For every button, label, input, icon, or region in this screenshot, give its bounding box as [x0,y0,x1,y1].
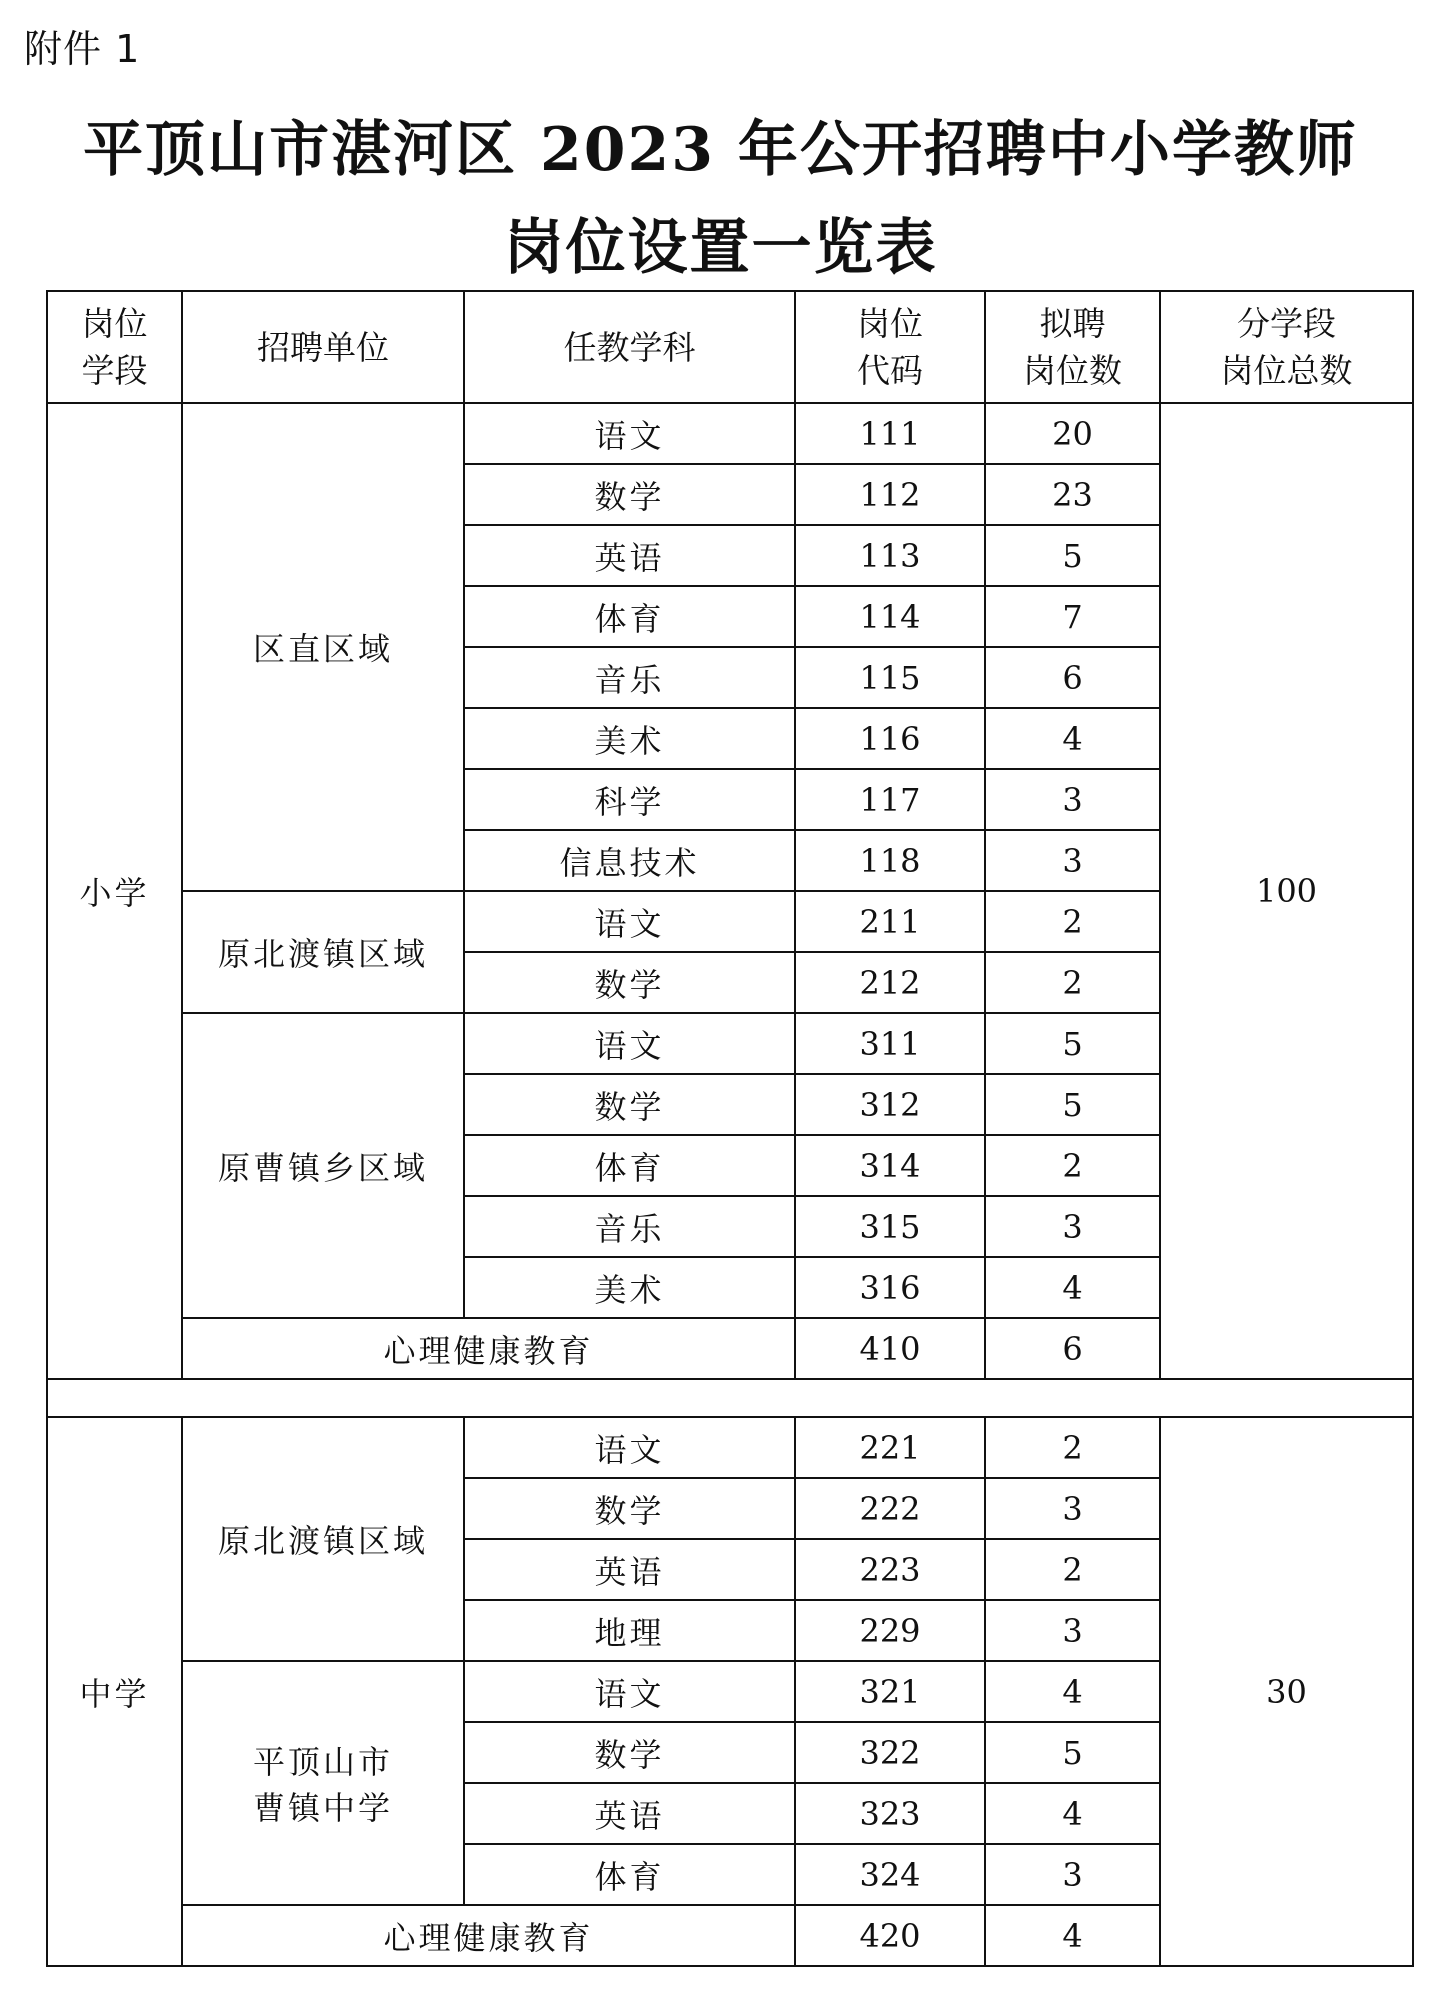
header-total: 分学段 岗位总数 [1160,291,1413,403]
count-cell: 3 [985,1478,1160,1539]
total-cell-primary: 100 [1160,403,1413,1379]
subject-cell: 音乐 [464,1196,795,1257]
count-cell: 4 [985,1905,1160,1966]
count-cell: 4 [985,1783,1160,1844]
header-code: 岗位 代码 [795,291,985,403]
subject-cell: 美术 [464,708,795,769]
header-count: 拟聘 岗位数 [985,291,1160,403]
code-cell: 117 [795,769,985,830]
count-cell: 20 [985,403,1160,464]
subject-cell: 音乐 [464,647,795,708]
subject-cell: 体育 [464,1844,795,1905]
subject-cell: 语文 [464,1417,795,1478]
header-subject: 任教学科 [464,291,795,403]
code-cell: 221 [795,1417,985,1478]
subject-cell: 英语 [464,1783,795,1844]
count-cell: 5 [985,525,1160,586]
subject-cell: 体育 [464,1135,795,1196]
header-row [47,291,1413,403]
code-cell: 111 [795,403,985,464]
count-cell: 3 [985,1844,1160,1905]
count-cell: 4 [985,1257,1160,1318]
code-cell: 114 [795,586,985,647]
code-cell: 312 [795,1074,985,1135]
page-title: 平顶山市湛河区 2023 年公开招聘中小学教师 [83,115,1358,185]
subject-cell: 体育 [464,586,795,647]
subject-cell: 数学 [464,1722,795,1783]
table-row [47,1417,1413,1478]
stage-cell-primary: 小学 [47,403,182,1379]
subject-cell: 数学 [464,952,795,1013]
subject-cell: 语文 [464,1013,795,1074]
attachment-label: 附件 1 [24,27,141,71]
code-cell: 311 [795,1013,985,1074]
code-cell: 222 [795,1478,985,1539]
subject-cell: 英语 [464,525,795,586]
subject-cell: 信息技术 [464,830,795,891]
count-cell: 6 [985,647,1160,708]
code-cell: 212 [795,952,985,1013]
count-cell: 5 [985,1013,1160,1074]
subject-cell: 数学 [464,1478,795,1539]
count-cell: 23 [985,464,1160,525]
count-cell: 6 [985,1318,1160,1379]
count-cell: 2 [985,1417,1160,1478]
code-cell: 113 [795,525,985,586]
code-cell: 223 [795,1539,985,1600]
total-cell-middle: 30 [1160,1417,1413,1966]
code-cell: 323 [795,1783,985,1844]
psych-cell: 心理健康教育 [182,1905,795,1966]
count-cell: 7 [985,586,1160,647]
page-subtitle: 岗位设置一览表 [503,213,938,283]
count-cell: 3 [985,1196,1160,1257]
stage-cell-middle: 中学 [47,1417,182,1966]
code-cell: 322 [795,1722,985,1783]
code-cell: 112 [795,464,985,525]
count-cell: 2 [985,1135,1160,1196]
subject-cell: 语文 [464,891,795,952]
subject-cell: 语文 [464,403,795,464]
count-cell: 4 [985,1661,1160,1722]
unit-cell: 平顶山市 曹镇中学 [182,1661,464,1905]
count-cell: 3 [985,1600,1160,1661]
count-cell: 4 [985,708,1160,769]
positions-table [46,290,1414,1967]
count-cell: 5 [985,1074,1160,1135]
subject-cell: 英语 [464,1539,795,1600]
subject-cell: 语文 [464,1661,795,1722]
code-cell: 314 [795,1135,985,1196]
code-cell: 321 [795,1661,985,1722]
unit-cell: 原北渡镇区域 [182,891,464,1013]
separator-cell [47,1379,1413,1417]
count-cell: 3 [985,830,1160,891]
header-unit: 招聘单位 [182,291,464,403]
count-cell: 2 [985,891,1160,952]
unit-cell: 原北渡镇区域 [182,1417,464,1661]
subject-cell: 地理 [464,1600,795,1661]
code-cell: 118 [795,830,985,891]
unit-cell: 原曹镇乡区域 [182,1013,464,1318]
count-cell: 2 [985,1539,1160,1600]
subject-cell: 数学 [464,464,795,525]
code-cell: 316 [795,1257,985,1318]
code-cell: 229 [795,1600,985,1661]
unit-cell: 区直区域 [182,403,464,891]
subject-cell: 数学 [464,1074,795,1135]
count-cell: 2 [985,952,1160,1013]
psych-cell: 心理健康教育 [182,1318,795,1379]
separator-row [47,1379,1413,1417]
code-cell: 315 [795,1196,985,1257]
count-cell: 3 [985,769,1160,830]
code-cell: 116 [795,708,985,769]
code-cell: 211 [795,891,985,952]
header-stage: 岗位 学段 [47,291,182,403]
count-cell: 5 [985,1722,1160,1783]
subject-cell: 美术 [464,1257,795,1318]
code-cell: 115 [795,647,985,708]
code-cell: 420 [795,1905,985,1966]
code-cell: 324 [795,1844,985,1905]
code-cell: 410 [795,1318,985,1379]
subject-cell: 科学 [464,769,795,830]
table-row [47,403,1413,464]
